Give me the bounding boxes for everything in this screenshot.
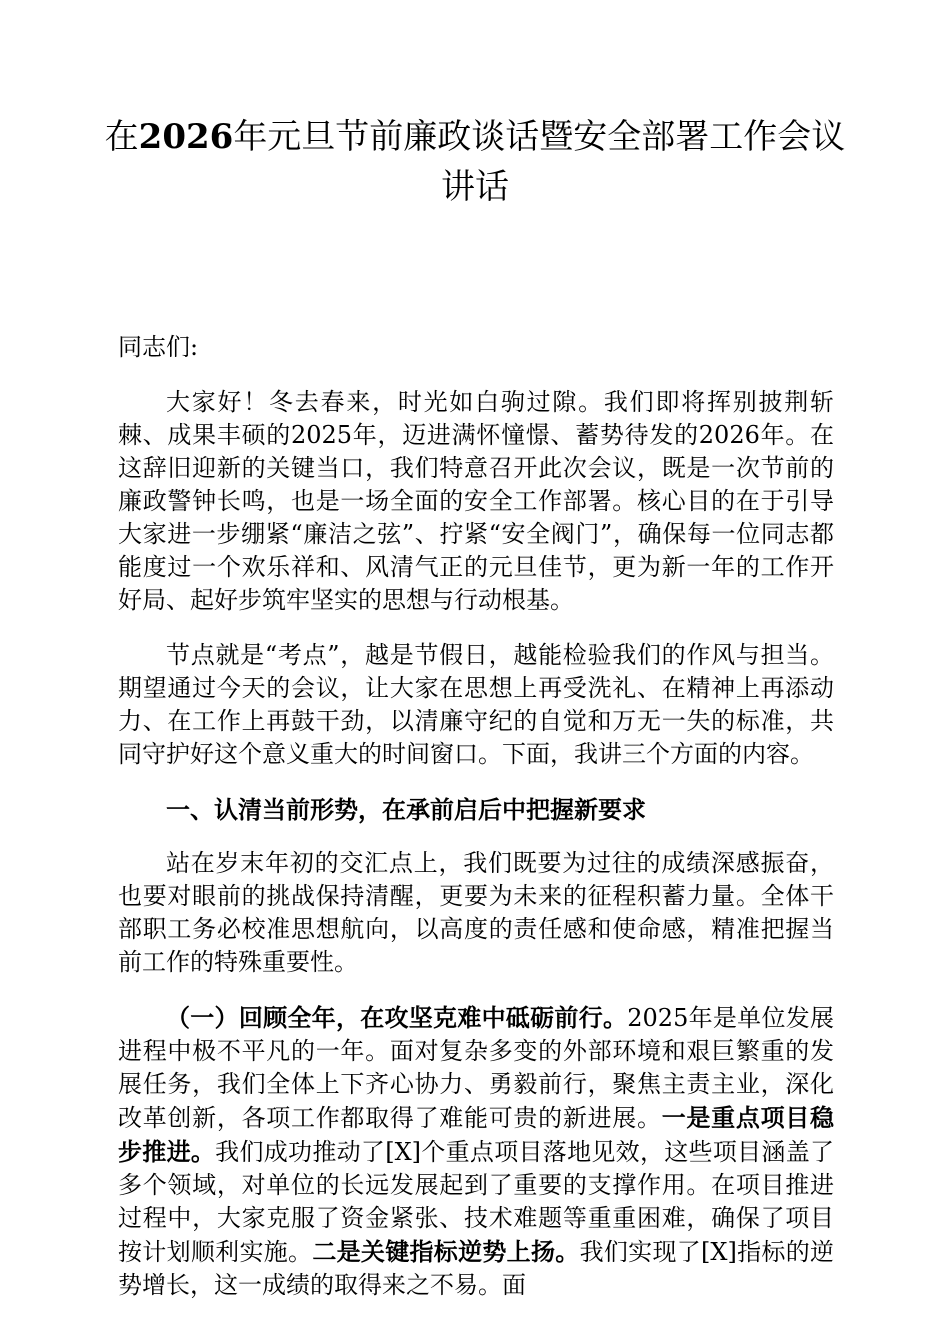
title-prefix: 在: [104, 117, 139, 157]
document-title: [100, 112, 850, 212]
point-1-text: 我们成功推动了[X]个重点项目落地见效，这些项目涵盖了多个领域，对单位的长远发展起到了重要的支撑作用。在项目推进过程中，大家克服了资金紧张、技术难题等重重困难，确保了项目按计划顺利实施。: [118, 1138, 835, 1266]
paragraph-opening: 大家好！冬去春来，时光如白驹过隙。我们即将挥别披荆斩棘、成果丰硕的2025年，迈进满怀憧憬、蓄势待发的2026年。在这辞旧迎新的关键当口，我们特意召开此次会议，既是一次节前的廉政警钟长鸣，也是一场全面的安全工作部署。核心目的在于引导大家进一步绷紧“廉洁之弦”、拧紧“安全阀门”，确保每一位同志都能度过一个欢乐祥和、风清气正的元旦佳节，更为新一年的工作开好局、起好步筑牢坚实的思想与行动根基。: [118, 388, 834, 614]
section-1-intro: 站在岁末年初的交汇点上，我们既要为过往的成绩深感振奋，也要对眼前的挑战保持清醒，更要为未来的征程积蓄力量。全体干部职工务必校准思想航向，以高度的责任感和使命感，精准把握当前工作的特殊重要性。: [118, 849, 834, 976]
subsection-1: [118, 1001, 834, 1302]
point-2-text: 我们实现了[X]指标的逆势增长，这一成绩的取得来之不易。面: [118, 1238, 835, 1299]
section-heading-1: 一、认清当前形势，在承前启后中把握新要求: [166, 795, 646, 824]
document-body: [118, 330, 834, 1324]
greeting: 同志们:: [118, 333, 199, 361]
title-rest: 年元旦节前廉政谈话暨安全部署工作会议讲话: [233, 117, 846, 207]
paragraph-purpose: 节点就是“考点”，越是节假日，越能检验我们的作风与担当。期望通过今天的会议，让大家在思想上再受洗礼、在精神上再添动力、在工作上再鼓干劲，以清廉守纪的自觉和万无一失的标准，共同守护好这个意义重大的时间窗口。下面，我讲三个方面的内容。: [118, 641, 834, 768]
subsection-1-heading: （一）回顾全年，在攻坚克难中砥砺前行。: [166, 1003, 628, 1032]
point-1-heading: 一是重点项目稳步推进。: [118, 1103, 835, 1166]
title-year: 2026: [138, 117, 234, 157]
point-2-heading: 二是关键指标逆势上扬。: [312, 1237, 580, 1266]
subsection-1-text: 2025年是单位发展进程中极不平凡的一年。面对复杂多变的外部环境和艰巨繁重的发展任务，我们全体上下齐心协力、勇毅前行，聚焦主责主业，深化改革创新，各项工作都取得了难能可贵的新进展。: [118, 1004, 835, 1132]
